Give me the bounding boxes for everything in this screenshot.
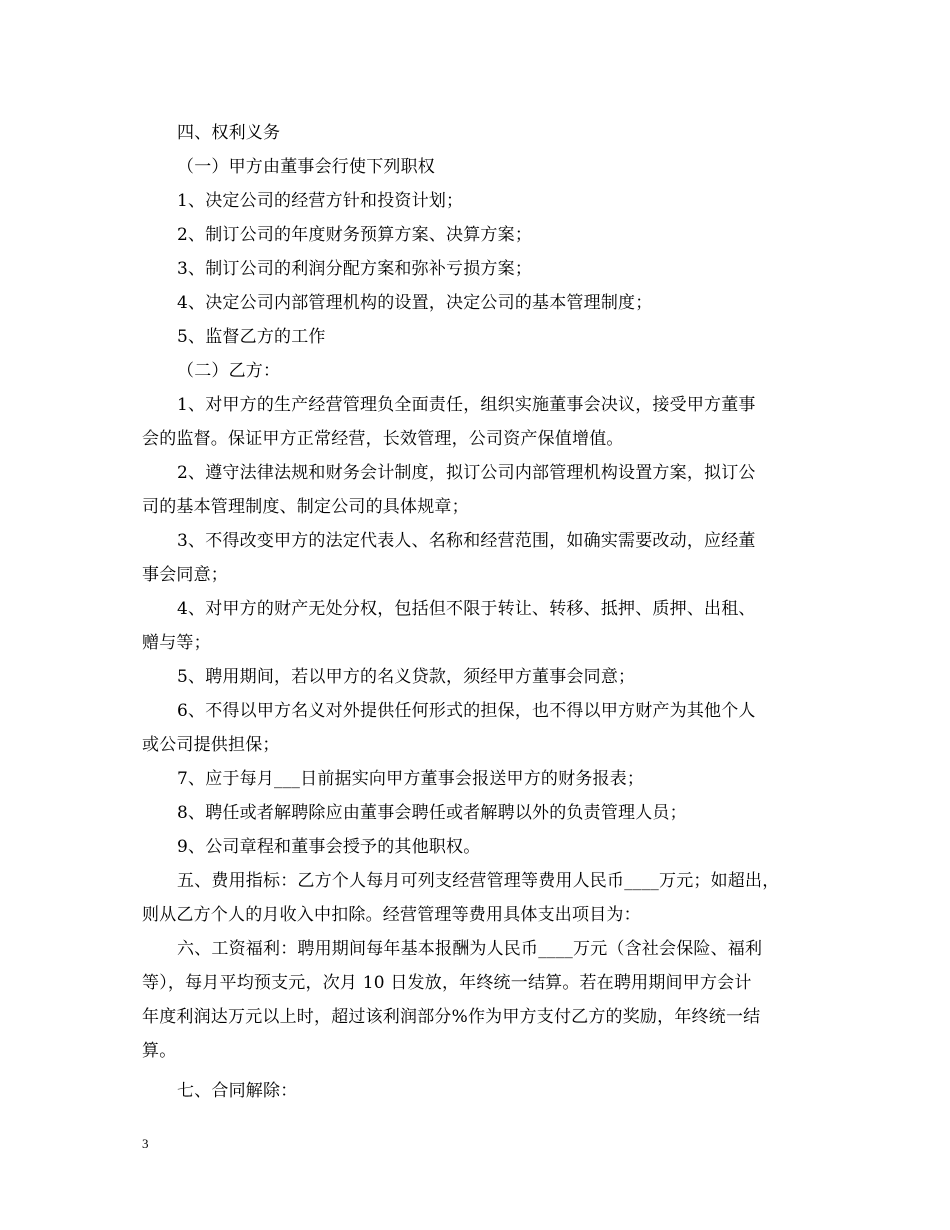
- party-a-item-4: 4、决定公司内部管理机构的设置，决定公司的基本管理制度；: [177, 293, 653, 313]
- party-b-item-7: 7、应于每月___日前据实向甲方董事会报送甲方的财务报表；: [177, 769, 645, 789]
- party-b-item-3: 3、不得改变甲方的法定代表人、名称和经营范围，如确实需要改动，应经董: [177, 531, 756, 551]
- party-b-item-5: 5、聘用期间，若以甲方的名义贷款，须经甲方董事会同意；: [177, 667, 636, 687]
- section-expense-indicator-cont: 则从乙方个人的月收入中扣除。经营管理等费用具体支出项目为：: [142, 905, 641, 925]
- party-b-item-4: 4、对甲方的财产无处分权，包括但不限于转让、转移、抵押、质押、出租、: [177, 599, 756, 619]
- subheading-party-a: （一）甲方由董事会行使下列职权: [177, 157, 435, 177]
- party-b-item-2-cont: 司的基本管理制度、制定公司的具体规章；: [142, 497, 469, 517]
- section-contract-termination: 七、合同解除：: [177, 1081, 298, 1101]
- party-b-item-3-cont: 事会同意；: [142, 565, 228, 585]
- party-b-item-2: 2、遵守法律法规和财务会计制度，拟订公司内部管理机构设置方案，拟订公: [177, 463, 756, 483]
- party-b-item-9: 9、公司章程和董事会授予的其他职权。: [177, 837, 481, 857]
- party-b-item-1: 1、对甲方的生产经营管理负全面责任，组织实施董事会决议，接受甲方董事: [177, 395, 756, 415]
- party-a-item-2: 2、制订公司的年度财务预算方案、决算方案；: [177, 225, 533, 245]
- section-salary-benefits-cont-2: 年度利润达万元以上时，超过该利润部分%作为甲方支付乙方的奖励，年终统一结: [142, 1007, 761, 1027]
- party-a-item-1: 1、决定公司的经营方针和投资计划；: [177, 191, 464, 211]
- subheading-party-b: （二）乙方：: [177, 361, 281, 381]
- party-b-item-1-cont: 会的监督。保证甲方正常经营，长效管理，公司资产保值增值。: [142, 429, 624, 449]
- party-b-item-6: 6、不得以甲方名义对外提供任何形式的担保，也不得以甲方财产为其他个人: [177, 701, 756, 721]
- section-salary-benefits-cont-1: 等），每月平均预支元，次月 10 日发放，年终统一结算。若在聘用期间甲方会计: [142, 973, 752, 993]
- section-salary-benefits: 六、工资福利：聘用期间每年基本报酬为人民币____万元（含社会保险、福利: [177, 939, 763, 959]
- document-body: [142, 116, 810, 1108]
- party-a-item-3: 3、制订公司的利润分配方案和弥补亏损方案；: [177, 259, 533, 279]
- heading-rights-obligations: 四、权利义务: [177, 123, 281, 143]
- page-number: 3: [142, 1136, 149, 1151]
- party-a-item-5: 5、监督乙方的工作: [177, 327, 326, 347]
- section-salary-benefits-cont-3: 算。: [142, 1041, 177, 1061]
- party-b-item-6-cont: 或公司提供担保；: [142, 735, 280, 755]
- party-b-item-8: 8、聘任或者解聘除应由董事会聘任或者解聘以外的负责管理人员；: [177, 803, 687, 823]
- section-expense-indicator: 五、费用指标：乙方个人每月可列支经营管理等费用人民币____万元；如超出，: [177, 871, 780, 891]
- party-b-item-4-cont: 赠与等；: [142, 633, 211, 653]
